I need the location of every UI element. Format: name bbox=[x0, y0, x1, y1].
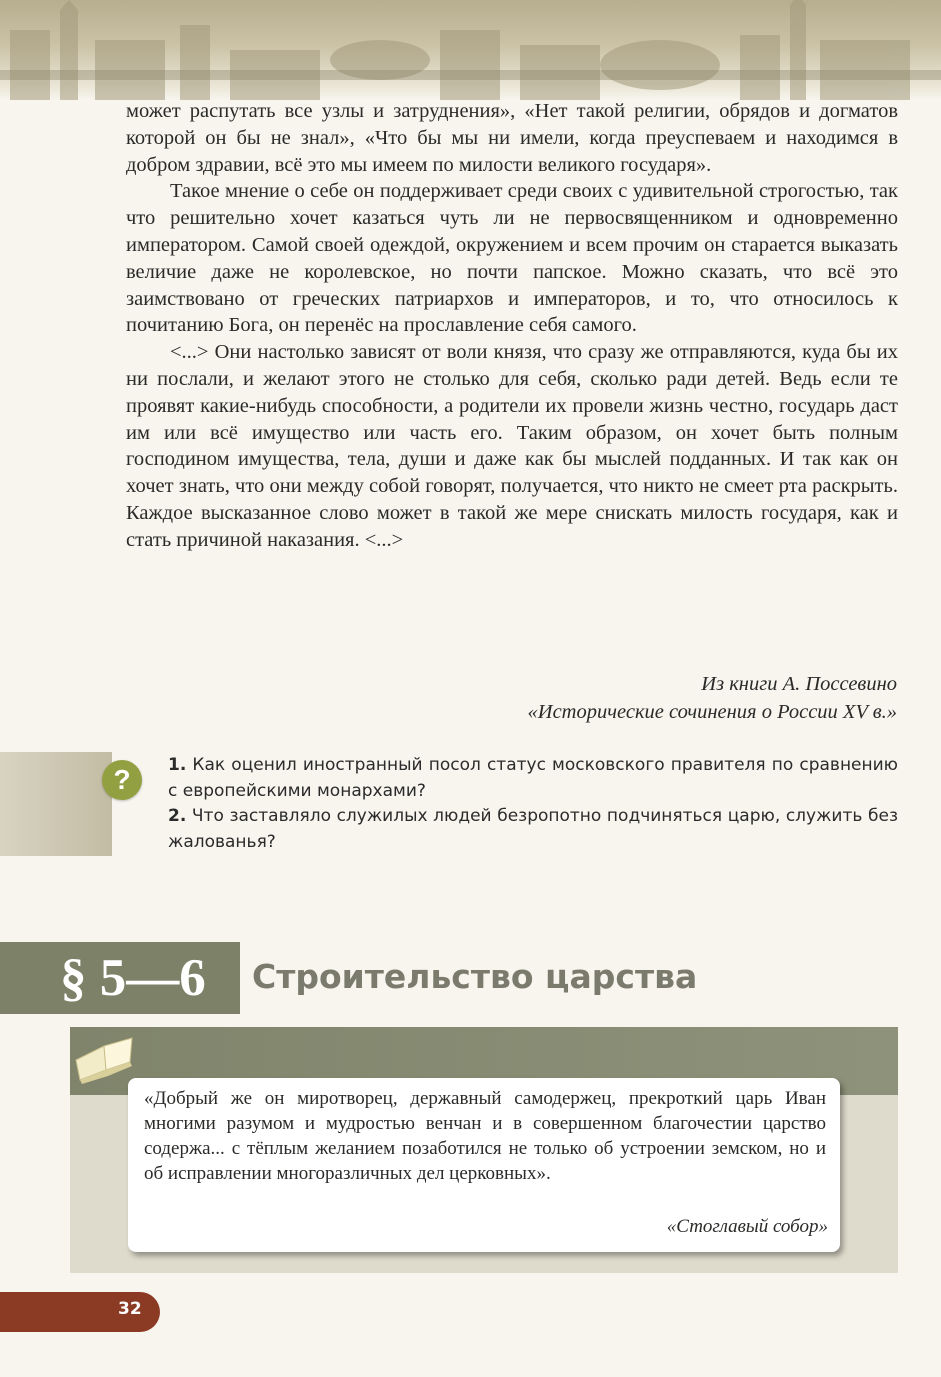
body-text bbox=[126, 98, 898, 554]
epigraph-box bbox=[128, 1078, 840, 1252]
source-citation bbox=[297, 670, 897, 726]
paragraph: Такое мнение о себе он поддерживает среди своих с удивительной строгостью, так что решительно хочет казаться чуть ли не первосвященником и одновременно императором. Самой своей одеждой, окружением и всем прочим он старается выказать величие даже не королевское, но почти папское. Можно сказать, что всё это заимствовано от греческих патриархов и императоров, и то, что относилось к почитанию Бога, он перенёс на прославление себя самого. bbox=[126, 180, 898, 337]
question-text: Что заставляло служилых людей безропотно подчиняться царю, служить без жалованья? bbox=[168, 806, 898, 852]
question-mark-icon: ? bbox=[102, 760, 142, 800]
page-number: 32 bbox=[118, 1299, 142, 1319]
source-title: «Исторические сочинения о России XV в.» bbox=[527, 701, 897, 723]
question-number: 2. bbox=[168, 806, 187, 826]
book-icon bbox=[70, 1030, 140, 1086]
header-illustration bbox=[0, 0, 941, 100]
epigraph-text: «Добрый же он миротворец, державный самодержец, прекроткий царь Иван многими разумом и мудростью венчан и в совершенном благочестии царство содержа... с тёплым желанием позаботился не только об устроении земском, но и об исправлении многоразличных дел церковных». bbox=[144, 1088, 826, 1184]
questions-block bbox=[168, 753, 898, 855]
paragraph: <...> Они настолько зависят от воли князя, что сразу же отправляются, куда бы их ни послали, и желают этого не столько для себя, сколько ради детей. Ведь если те проявят какие-нибудь способности, а родители их провели жизнь честно, государь даст им или всё имущество или часть его. Таким образом, он хочет быть полным господином имущества, тела, души и даже как бы мыслей подданных. И так как он хочет знать, что они между собой говорят, получается, что никто не смеет рта раскрыть. Каждое высказанное слово может в такой же мере снискать милость государя, как и стать причиной наказания. <...> bbox=[126, 341, 898, 551]
question-number: 1. bbox=[168, 755, 187, 775]
question-text: Как оценил иностранный посол статус московского правителя по сравнению с европейскими монархами? bbox=[168, 755, 898, 801]
source-author: Из книги А. Поссевино bbox=[701, 673, 897, 695]
question-item bbox=[168, 804, 898, 855]
city-illustration-icon bbox=[0, 0, 941, 100]
paragraph: может распутать все узлы и затруднения», «Нет такой религии, обрядов и догматов которой он бы не знал», «Что бы мы ни имели, когда преуспеваем и находимся в добром здравии, всё это мы имеем по милости великого государя». bbox=[126, 100, 898, 176]
section-number: § 5—6 bbox=[60, 949, 206, 1007]
epigraph-source: «Стоглавый собор» bbox=[666, 1216, 828, 1237]
section-title: Строительство царства bbox=[252, 957, 698, 996]
question-item bbox=[168, 753, 898, 804]
questions-band bbox=[0, 752, 112, 856]
